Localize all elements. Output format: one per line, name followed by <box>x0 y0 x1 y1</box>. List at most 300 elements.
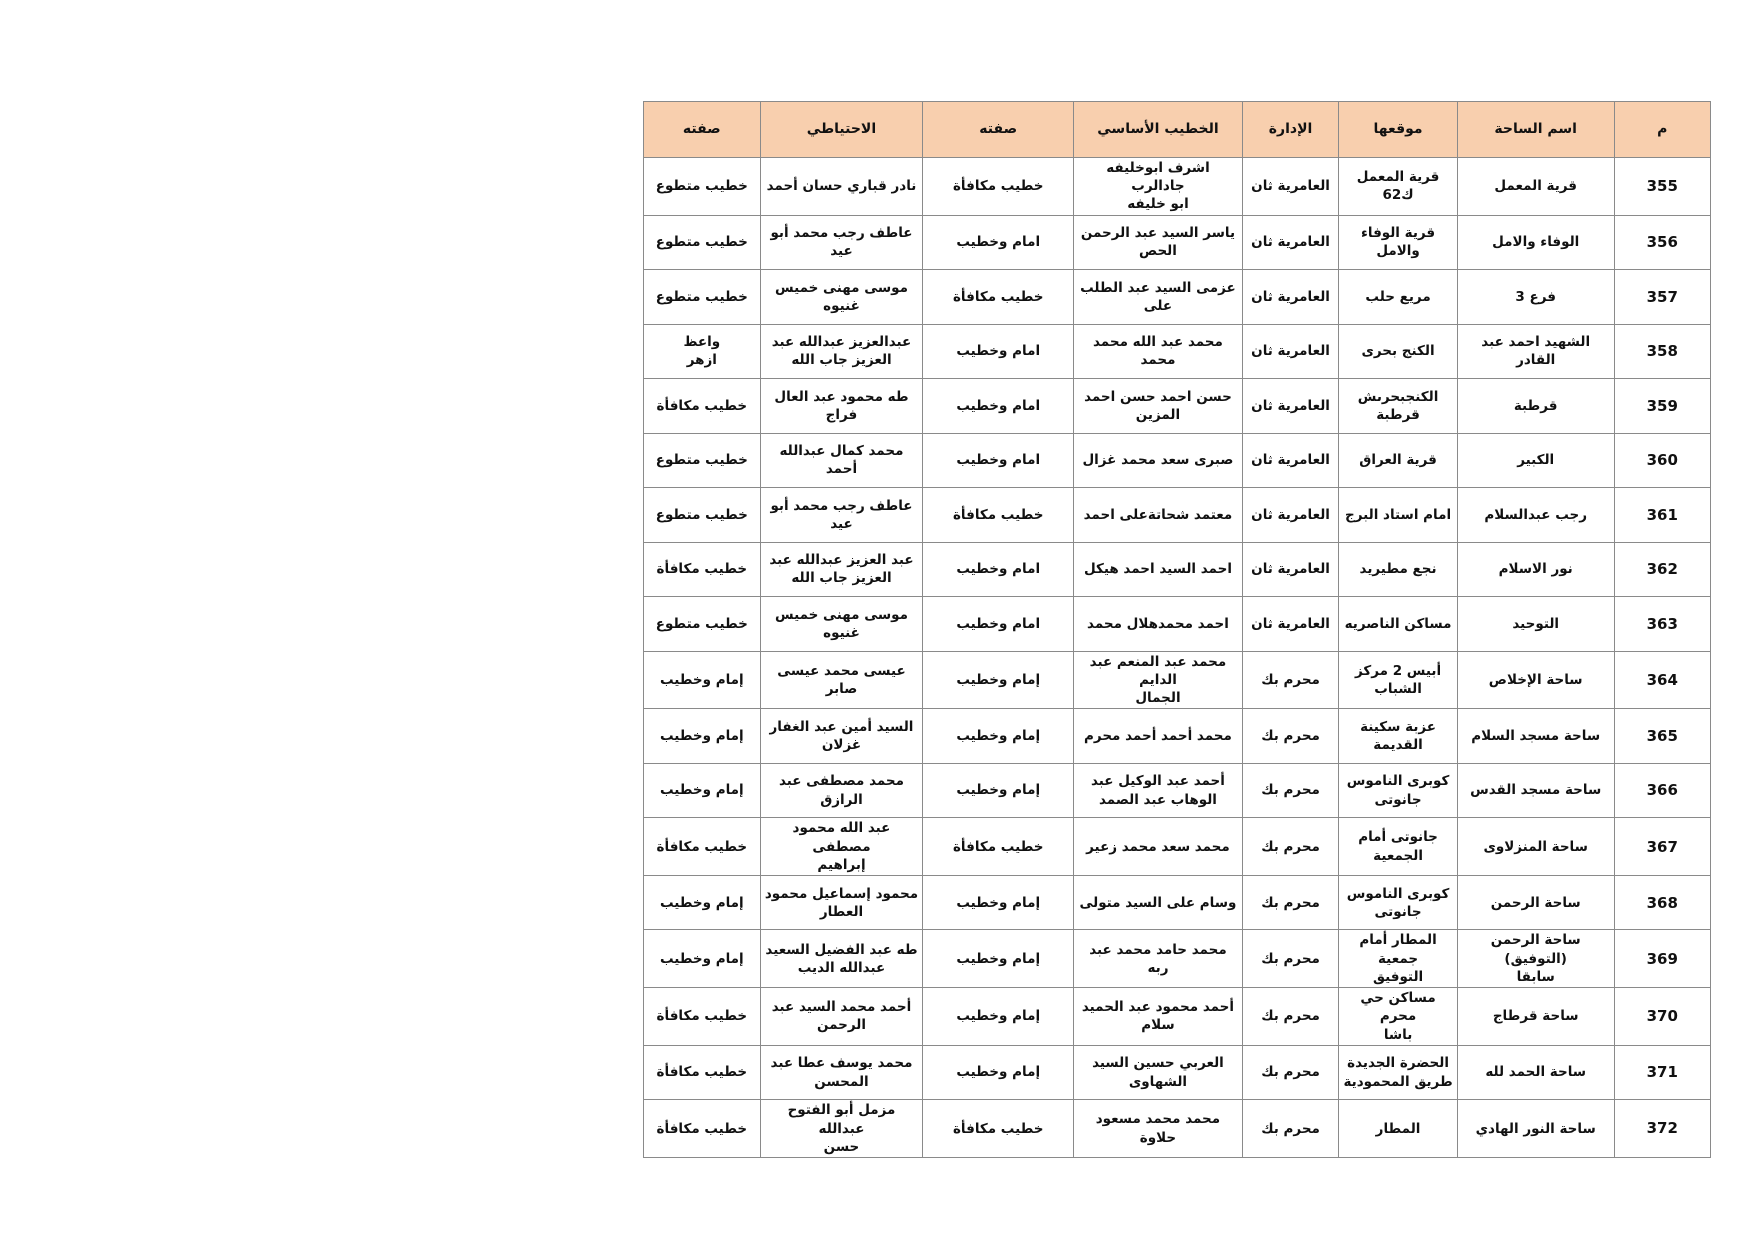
cell-location <box>1339 1100 1458 1158</box>
cell-square <box>1457 324 1614 379</box>
header-primary-preacher: الخطيب الأساسي <box>1074 102 1243 158</box>
cell-num <box>1614 651 1710 709</box>
cell-administration <box>1242 597 1338 652</box>
cell-num <box>1614 988 1710 1046</box>
cell-location-text: قرية الوفاء والامل <box>1360 225 1436 260</box>
cell-square-text: ساحة مسجد القدس <box>1470 782 1602 799</box>
cell-alternate-preacher <box>760 215 923 270</box>
cell-administration <box>1242 763 1338 818</box>
cell-primary-title-text: خطيب مكافأة <box>952 288 1044 305</box>
cell-location-text: أبيس 2 مركز الشباب <box>1354 662 1442 697</box>
cell-alternate-title-text: خطيب مكافأة <box>656 838 748 855</box>
cell-location <box>1339 709 1458 764</box>
table-row <box>644 818 1711 876</box>
header-row <box>644 102 1711 158</box>
cell-primary-preacher <box>1074 158 1243 216</box>
cell-alternate-title-text: إمام وخطيب <box>659 782 744 799</box>
cell-square-text: ساحة الإخلاص <box>1488 671 1583 688</box>
cell-primary-title-text: خطيب مكافأة <box>952 178 1044 195</box>
cell-alternate-title <box>644 930 761 988</box>
cell-square-text: نور الاسلام <box>1498 561 1573 578</box>
cell-alternate-preacher-text: عبد الله محمود مصطفى إبراهيم <box>792 820 891 873</box>
cell-num-text: 369 <box>1646 949 1678 968</box>
cell-square <box>1457 542 1614 597</box>
cell-alternate-title <box>644 433 761 488</box>
cell-alternate-preacher-text: عيسى محمد عيسى صابر <box>777 662 906 697</box>
cell-alternate-title <box>644 1045 761 1100</box>
cell-square <box>1457 270 1614 325</box>
cell-alternate-preacher <box>760 597 923 652</box>
cell-location-text: مساكن حي محرم باشا <box>1360 990 1436 1043</box>
table-row <box>644 488 1711 543</box>
cell-administration <box>1242 215 1338 270</box>
cell-num-text: 358 <box>1646 342 1678 361</box>
cell-alternate-preacher <box>760 379 923 434</box>
cell-primary-title <box>923 270 1074 325</box>
cell-administration <box>1242 542 1338 597</box>
cell-square-text: فرع 3 <box>1515 288 1556 305</box>
header-location: موقعها <box>1339 102 1458 158</box>
header-administration: الإدارة <box>1242 102 1338 158</box>
cell-alternate-title-text: خطيب متطوع <box>655 452 748 469</box>
cell-num <box>1614 542 1710 597</box>
table-row <box>644 1045 1711 1100</box>
header-square: اسم الساحة <box>1457 102 1614 158</box>
cell-num-text: 356 <box>1646 233 1678 252</box>
cell-alternate-preacher <box>760 930 923 988</box>
table-body <box>644 158 1711 1158</box>
cell-location <box>1339 818 1458 876</box>
cell-alternate-title-text: خطيب متطوع <box>655 178 748 195</box>
cell-location <box>1339 988 1458 1046</box>
cell-primary-preacher-text: محمد أحمد أحمد محرم <box>1084 727 1232 744</box>
cell-primary-title <box>923 709 1074 764</box>
cell-alternate-title <box>644 158 761 216</box>
cell-administration-text: العامرية ثان <box>1251 615 1330 632</box>
cell-num-text: 370 <box>1646 1007 1678 1026</box>
cell-square-text: ساحة قرطاج <box>1492 1008 1579 1025</box>
cell-location <box>1339 433 1458 488</box>
cell-alternate-title-text: خطيب متطوع <box>655 234 748 251</box>
cell-num <box>1614 930 1710 988</box>
table-row <box>644 930 1711 988</box>
cell-administration-text: العامرية ثان <box>1251 288 1330 305</box>
cell-primary-preacher <box>1074 1045 1243 1100</box>
cell-primary-preacher <box>1074 988 1243 1046</box>
cell-location <box>1339 1045 1458 1100</box>
table-row <box>644 215 1711 270</box>
cell-primary-preacher <box>1074 433 1243 488</box>
cell-num <box>1614 215 1710 270</box>
table-row <box>644 270 1711 325</box>
cell-primary-title <box>923 158 1074 216</box>
cell-alternate-preacher <box>760 1100 923 1158</box>
cell-administration-text: محرم بك <box>1261 782 1320 799</box>
cell-num-text: 368 <box>1646 893 1678 912</box>
cell-square <box>1457 1045 1614 1100</box>
cell-primary-title <box>923 930 1074 988</box>
cell-square-text: ساحة مسجد السلام <box>1471 727 1601 744</box>
cell-alternate-preacher-text: أحمد محمد السيد عبد الرحمن <box>771 999 912 1034</box>
cell-num-text: 357 <box>1646 287 1678 306</box>
cell-alternate-title-text: خطيب مكافأة <box>656 1008 748 1025</box>
cell-primary-title <box>923 324 1074 379</box>
cell-num <box>1614 597 1710 652</box>
cell-primary-preacher <box>1074 1100 1243 1158</box>
cell-location-text: الكنجبحرىش قرطبة <box>1357 388 1439 423</box>
cell-square <box>1457 215 1614 270</box>
cell-alternate-title <box>644 488 761 543</box>
cell-primary-preacher-text: ياسر السيد عبد الرحمن الحص <box>1080 225 1236 260</box>
cell-num <box>1614 763 1710 818</box>
cell-alternate-preacher <box>760 324 923 379</box>
header-alternate-preacher: الاحتياطي <box>760 102 923 158</box>
cell-primary-title <box>923 488 1074 543</box>
cell-num-text: 371 <box>1646 1063 1678 1082</box>
cell-administration <box>1242 988 1338 1046</box>
cell-primary-title-text: إمام وخطيب <box>956 782 1041 799</box>
cell-alternate-title <box>644 709 761 764</box>
cell-administration <box>1242 875 1338 930</box>
cell-primary-preacher-text: محمد عبد المنعم عبد الدايم الجمال <box>1089 653 1227 707</box>
cell-primary-title <box>923 433 1074 488</box>
cell-primary-preacher-text: أحمد محمود عبد الحميد سلام <box>1081 999 1235 1034</box>
cell-num <box>1614 433 1710 488</box>
cell-primary-title-text: خطيب مكافأة <box>952 506 1044 523</box>
cell-location-text: كوبرى الناموس جانوتى <box>1346 885 1450 920</box>
cell-administration-text: محرم بك <box>1261 1120 1320 1137</box>
cell-num <box>1614 379 1710 434</box>
table-row <box>644 324 1711 379</box>
cell-primary-title-text: امام وخطيب <box>956 234 1041 251</box>
cell-alternate-title-text: واعظ ازهر <box>683 334 721 369</box>
cell-administration <box>1242 433 1338 488</box>
cell-administration-text: العامرية ثان <box>1251 561 1330 578</box>
cell-num-text: 367 <box>1646 837 1678 856</box>
cell-alternate-title <box>644 324 761 379</box>
cell-primary-title-text: خطيب مكافأة <box>952 838 1044 855</box>
cell-alternate-preacher <box>760 875 923 930</box>
cell-primary-title-text: إمام وخطيب <box>956 894 1041 911</box>
cell-square-text: قرية المعمل <box>1494 178 1578 195</box>
cell-administration <box>1242 930 1338 988</box>
cell-primary-preacher <box>1074 324 1243 379</box>
cell-primary-preacher-text: صبرى سعد محمد غزال <box>1082 452 1234 469</box>
cell-primary-preacher-text: عزمى السيد عبد الطلب على <box>1080 279 1236 314</box>
table-row <box>644 709 1711 764</box>
cell-location <box>1339 542 1458 597</box>
cell-primary-title <box>923 651 1074 709</box>
cell-square <box>1457 651 1614 709</box>
cell-primary-preacher <box>1074 930 1243 988</box>
cell-alternate-preacher-text: السيد أمين عبد الغفار غزلان <box>769 718 914 754</box>
cell-alternate-preacher-text: موسى مهنى خميس غنيوه <box>774 279 908 314</box>
table-row <box>644 875 1711 930</box>
cell-square <box>1457 379 1614 434</box>
cell-administration-text: محرم بك <box>1261 671 1320 688</box>
cell-alternate-preacher-text: عاطف رجب محمد أبو عيد <box>770 497 913 532</box>
cell-num-text: 372 <box>1646 1119 1678 1138</box>
cell-alternate-title <box>644 988 761 1046</box>
cell-primary-preacher-text: وسام على السيد متولى <box>1079 894 1237 911</box>
header-primary-title: صفته <box>923 102 1074 158</box>
cell-num <box>1614 158 1710 216</box>
cell-primary-title <box>923 597 1074 652</box>
cell-square-text: الشهيد احمد عبد القادر <box>1481 334 1591 369</box>
cell-primary-title-text: امام وخطيب <box>956 397 1041 414</box>
cell-num-text: 355 <box>1646 177 1678 196</box>
cell-primary-title-text: امام وخطيب <box>956 343 1041 360</box>
cell-alternate-preacher <box>760 651 923 709</box>
cell-square-text: الكبير <box>1517 452 1555 469</box>
cell-alternate-preacher-text: طه عبد الفضيل السعيد عبدالله الديب <box>765 941 918 976</box>
cell-primary-title-text: إمام وخطيب <box>956 1064 1041 1081</box>
cell-location <box>1339 651 1458 709</box>
cell-location-text: الحضرة الجديدة طريق المحمودية <box>1343 1055 1453 1090</box>
cell-square <box>1457 1100 1614 1158</box>
cell-square <box>1457 988 1614 1046</box>
cell-alternate-title-text: خطيب مكافأة <box>656 1064 748 1081</box>
cell-alternate-title-text: خطيب متطوع <box>655 288 748 305</box>
cell-primary-preacher-text: محمد حامد محمد عبد ربه <box>1089 941 1227 976</box>
cell-alternate-preacher <box>760 763 923 818</box>
cell-num-text: 359 <box>1646 396 1678 415</box>
cell-num <box>1614 1100 1710 1158</box>
cell-alternate-title <box>644 1100 761 1158</box>
cell-alternate-preacher <box>760 270 923 325</box>
cell-alternate-preacher-text: عبدالعزيز عبدالله عبد العزيز جاب الله <box>771 334 912 369</box>
cell-primary-preacher-text: محمد محمد مسعود حلاوة <box>1095 1111 1221 1146</box>
cell-primary-title <box>923 542 1074 597</box>
table-row <box>644 542 1711 597</box>
cell-location-text: مساكن الناصريه <box>1344 615 1452 632</box>
table-header <box>644 102 1711 158</box>
cell-alternate-preacher-text: محمد يوسف عطا عبد المحسن <box>770 1055 913 1090</box>
cell-primary-title <box>923 379 1074 434</box>
cell-alternate-preacher-text: نادر قباري حسان أحمد <box>766 178 917 195</box>
cell-location-text: قرية المعمل ك62 <box>1356 169 1440 204</box>
cell-administration-text: محرم بك <box>1261 1064 1320 1081</box>
cell-primary-preacher-text: حسن احمد حسن احمد المزين <box>1084 388 1232 423</box>
cell-num <box>1614 488 1710 543</box>
cell-num <box>1614 709 1710 764</box>
cell-alternate-preacher-text: طه محمود عبد العال فراج <box>774 388 909 423</box>
cell-primary-title-text: إمام وخطيب <box>956 671 1041 688</box>
cell-num <box>1614 875 1710 930</box>
cell-square <box>1457 597 1614 652</box>
cell-administration-text: محرم بك <box>1261 1008 1320 1025</box>
cell-location <box>1339 158 1458 216</box>
cell-square-text: التوحيد <box>1512 615 1560 632</box>
header-alternate-title: صفته <box>644 102 761 158</box>
cell-num-text: 364 <box>1646 670 1678 689</box>
cell-alternate-preacher-text: مزمل أبو الفتوح عبدالله حسن <box>787 1102 896 1155</box>
cell-square-text: ساحة الرحمن <box>1490 894 1581 911</box>
cell-primary-title <box>923 763 1074 818</box>
cell-alternate-preacher <box>760 818 923 876</box>
cell-administration-text: العامرية ثان <box>1251 452 1330 469</box>
cell-square-text: قرطبة <box>1513 397 1558 414</box>
table-row <box>644 1100 1711 1158</box>
cell-square-text: ساحة الرحمن (التوفيق) سابقا <box>1490 932 1581 985</box>
cell-primary-preacher-text: احمد محمدهلال محمد <box>1087 615 1229 632</box>
cell-alternate-title-text: إمام وخطيب <box>659 727 744 744</box>
cell-administration <box>1242 709 1338 764</box>
cell-location <box>1339 324 1458 379</box>
cell-primary-title-text: إمام وخطيب <box>956 727 1041 744</box>
cell-alternate-preacher <box>760 488 923 543</box>
cell-location <box>1339 215 1458 270</box>
cell-location-text: كوبرى الناموس جانوتى <box>1346 773 1450 808</box>
cell-primary-title <box>923 818 1074 876</box>
cell-primary-preacher <box>1074 542 1243 597</box>
cell-square <box>1457 709 1614 764</box>
cell-alternate-preacher <box>760 709 923 764</box>
cell-alternate-title-text: خطيب مكافأة <box>656 561 748 578</box>
cell-alternate-title-text: إمام وخطيب <box>659 894 744 911</box>
preachers-table <box>643 101 1711 1158</box>
table-row <box>644 597 1711 652</box>
cell-administration-text: محرم بك <box>1261 727 1320 744</box>
cell-alternate-preacher-text: محمود إسماعيل محمود العطار <box>764 885 919 920</box>
cell-alternate-title-text: إمام وخطيب <box>659 950 744 967</box>
cell-location <box>1339 930 1458 988</box>
cell-administration-text: محرم بك <box>1261 950 1320 967</box>
cell-administration <box>1242 158 1338 216</box>
cell-location-text: قرية العراق <box>1359 452 1437 469</box>
cell-num <box>1614 818 1710 876</box>
table-row <box>644 379 1711 434</box>
cell-location <box>1339 488 1458 543</box>
cell-location-text: جانوتى أمام الجمعية <box>1358 829 1438 864</box>
cell-num-text: 365 <box>1646 726 1678 745</box>
cell-primary-title-text: إمام وخطيب <box>956 950 1041 967</box>
cell-administration <box>1242 651 1338 709</box>
cell-square-text: ساحة النور الهادي <box>1475 1120 1596 1137</box>
cell-alternate-title-text: خطيب متطوع <box>655 506 748 523</box>
table-row <box>644 988 1711 1046</box>
cell-num-text: 363 <box>1646 614 1678 633</box>
cell-primary-preacher-text: أحمد عبد الوكيل عبد الوهاب عبد الصمد <box>1090 773 1225 808</box>
cell-primary-preacher-text: محمد عبد الله محمد محمد <box>1093 334 1223 369</box>
cell-alternate-preacher <box>760 988 923 1046</box>
cell-primary-title <box>923 1100 1074 1158</box>
cell-alternate-title <box>644 597 761 652</box>
cell-alternate-title <box>644 270 761 325</box>
cell-num <box>1614 324 1710 379</box>
cell-primary-title-text: خطيب مكافأة <box>952 1120 1044 1137</box>
cell-alternate-title <box>644 875 761 930</box>
cell-primary-title-text: إمام وخطيب <box>956 1008 1041 1025</box>
cell-primary-preacher-text: احمد السيد احمد هيكل <box>1083 561 1232 578</box>
cell-alternate-title <box>644 651 761 709</box>
cell-location <box>1339 379 1458 434</box>
cell-square <box>1457 763 1614 818</box>
cell-alternate-title-text: خطيب مكافأة <box>656 1120 748 1137</box>
table-row <box>644 763 1711 818</box>
cell-square <box>1457 433 1614 488</box>
cell-primary-preacher <box>1074 818 1243 876</box>
cell-location <box>1339 597 1458 652</box>
cell-primary-title-text: امام وخطيب <box>956 561 1041 578</box>
cell-administration-text: العامرية ثان <box>1251 234 1330 251</box>
cell-alternate-preacher-text: موسى مهنى خميس غنيوه <box>774 606 908 641</box>
cell-primary-preacher-text: محمد سعد محمد زعير <box>1086 838 1230 855</box>
cell-num-text: 366 <box>1646 781 1678 800</box>
cell-primary-preacher <box>1074 597 1243 652</box>
cell-alternate-title <box>644 763 761 818</box>
cell-alternate-title-text: خطيب متطوع <box>655 615 748 632</box>
cell-alternate-title <box>644 215 761 270</box>
cell-alternate-preacher-text: محمد كمال عبدالله أحمد <box>779 443 904 478</box>
cell-location-text: مريع حلب <box>1365 288 1431 305</box>
cell-administration <box>1242 270 1338 325</box>
cell-primary-title <box>923 1045 1074 1100</box>
cell-administration-text: محرم بك <box>1261 894 1320 911</box>
cell-location-text: نجع مطيريد <box>1359 561 1437 578</box>
cell-square-text: ساحة الحمد لله <box>1485 1064 1587 1081</box>
cell-primary-preacher <box>1074 709 1243 764</box>
cell-location <box>1339 763 1458 818</box>
cell-square-text: ساحة المنزلاوى <box>1483 838 1588 855</box>
cell-primary-preacher <box>1074 763 1243 818</box>
cell-square <box>1457 818 1614 876</box>
cell-num <box>1614 270 1710 325</box>
cell-alternate-title <box>644 818 761 876</box>
cell-administration-text: العامرية ثان <box>1251 506 1330 523</box>
cell-administration-text: العامرية ثان <box>1251 343 1330 360</box>
cell-alternate-preacher <box>760 433 923 488</box>
cell-primary-preacher <box>1074 379 1243 434</box>
cell-administration <box>1242 818 1338 876</box>
cell-primary-preacher-text: معتمد شحاتةعلى احمد <box>1083 506 1233 523</box>
cell-primary-title <box>923 875 1074 930</box>
cell-primary-preacher <box>1074 215 1243 270</box>
cell-square-text: الوفاء والامل <box>1492 234 1580 251</box>
cell-num <box>1614 1045 1710 1100</box>
header-num: م <box>1614 102 1710 158</box>
cell-primary-title-text: امام وخطيب <box>956 452 1041 469</box>
cell-alternate-preacher-text: محمد مصطفى عبد الرازق <box>778 773 905 808</box>
table-row <box>644 433 1711 488</box>
cell-primary-title <box>923 988 1074 1046</box>
cell-administration <box>1242 1100 1338 1158</box>
cell-location <box>1339 270 1458 325</box>
cell-num-text: 361 <box>1646 505 1678 524</box>
cell-primary-title-text: امام وخطيب <box>956 615 1041 632</box>
cell-administration-text: العامرية ثان <box>1251 178 1330 195</box>
cell-administration-text: العامرية ثان <box>1251 397 1330 414</box>
cell-location <box>1339 875 1458 930</box>
cell-num-text: 360 <box>1646 451 1678 470</box>
cell-primary-preacher-text: اشرف ابوخليفه جادالرب ابو خليفه <box>1106 160 1210 213</box>
cell-alternate-preacher <box>760 1045 923 1100</box>
cell-alternate-title <box>644 379 761 434</box>
cell-square <box>1457 930 1614 988</box>
cell-square-text: رجب عبدالسلام <box>1484 506 1587 523</box>
cell-administration <box>1242 488 1338 543</box>
cell-location-text: المطار أمام جمعية التوفيق <box>1359 932 1437 985</box>
cell-alternate-preacher-text: عاطف رجب محمد أبو عيد <box>770 225 913 260</box>
cell-administration <box>1242 1045 1338 1100</box>
cell-location-text: الكنج بحرى <box>1361 343 1435 360</box>
cell-alternate-title-text: إمام وخطيب <box>659 671 744 688</box>
cell-alternate-title-text: خطيب مكافأة <box>656 397 748 414</box>
cell-primary-preacher <box>1074 875 1243 930</box>
table-row <box>644 158 1711 216</box>
cell-administration <box>1242 379 1338 434</box>
cell-primary-preacher <box>1074 488 1243 543</box>
